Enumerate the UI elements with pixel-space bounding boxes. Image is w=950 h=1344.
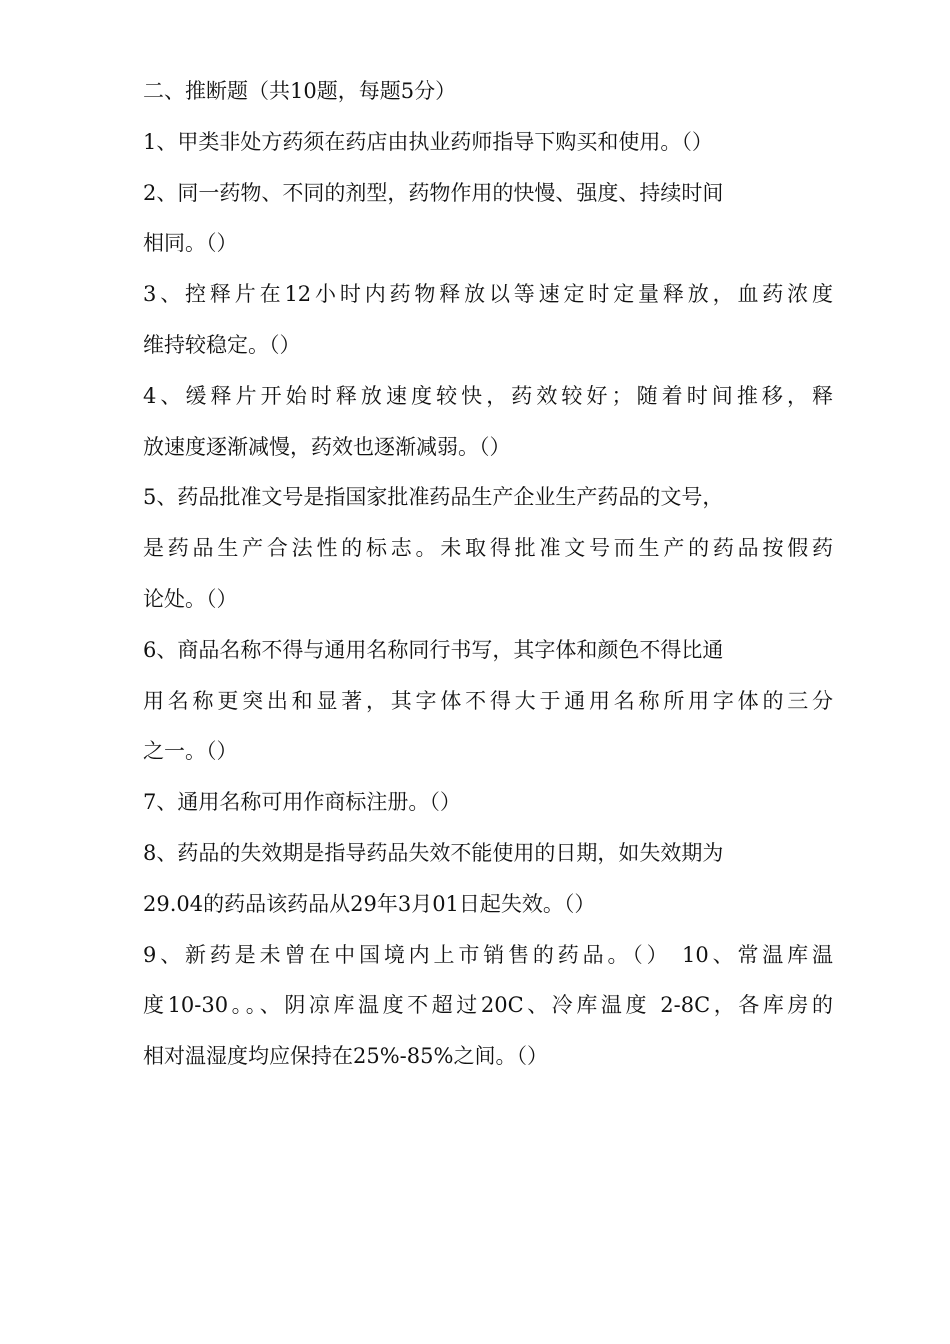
question-4-line-1: 4、缓释片开始时释放速度较快，药效较好；随着时间推移，释: [143, 383, 833, 408]
question-5-line-2: 是药品生产合法性的标志。未取得批准文号而生产的药品按假药: [143, 536, 833, 561]
section-heading: 二、推断题（共10题，每题5分）: [143, 79, 457, 103]
question-10-line-2: 度10-30。。、阴凉库温度不超过20C、冷库温度 2-8C，各库房的: [143, 993, 833, 1018]
question-10-line-3: 相对温湿度均应保持在25%-85%之间。（）: [143, 1044, 548, 1069]
question-5-line-1: 5、药品批准文号是指国家批准药品生产企业生产药品的文号，: [143, 485, 724, 510]
question-4-line-2: 放速度逐渐减慢，药效也逐渐减弱。（）: [143, 434, 511, 459]
question-8-line-2: 29.04的药品该药品从29年3月01日起失效。（）: [143, 891, 596, 916]
question-1-line-1: 1、甲类非处方药须在药店由执业药师指导下购买和使用。（）: [143, 129, 713, 154]
question-6-line-3: 之一。（）: [143, 739, 238, 764]
question-6-line-1: 6、商品名称不得与通用名称同行书写，其字体和颜色不得比通: [143, 637, 724, 662]
question-9-10-line-1: 9、新药是未曾在中国境内上市销售的药品。（） 10、常温库温: [143, 942, 833, 967]
question-3-line-2: 维持较稳定。（）: [143, 332, 301, 357]
question-3-line-1: 3、控释片在12小时内药物释放以等速定时定量释放，血药浓度: [143, 282, 833, 307]
document-body: [143, 66, 833, 1082]
question-2-line-2: 相同。（）: [143, 231, 238, 256]
question-6-line-2: 用名称更突出和显著，其字体不得大于通用名称所用字体的三分: [143, 688, 833, 713]
question-2-line-1: 2、同一药物、不同的剂型，药物作用的快慢、强度、持续时间: [143, 180, 724, 205]
question-7-line-1: 7、通用名称可用作商标注册。（）: [143, 790, 461, 815]
question-8-line-1: 8、药品的失效期是指导药品失效不能使用的日期，如失效期为: [143, 840, 724, 865]
question-5-line-3: 论处。（）: [143, 586, 238, 611]
